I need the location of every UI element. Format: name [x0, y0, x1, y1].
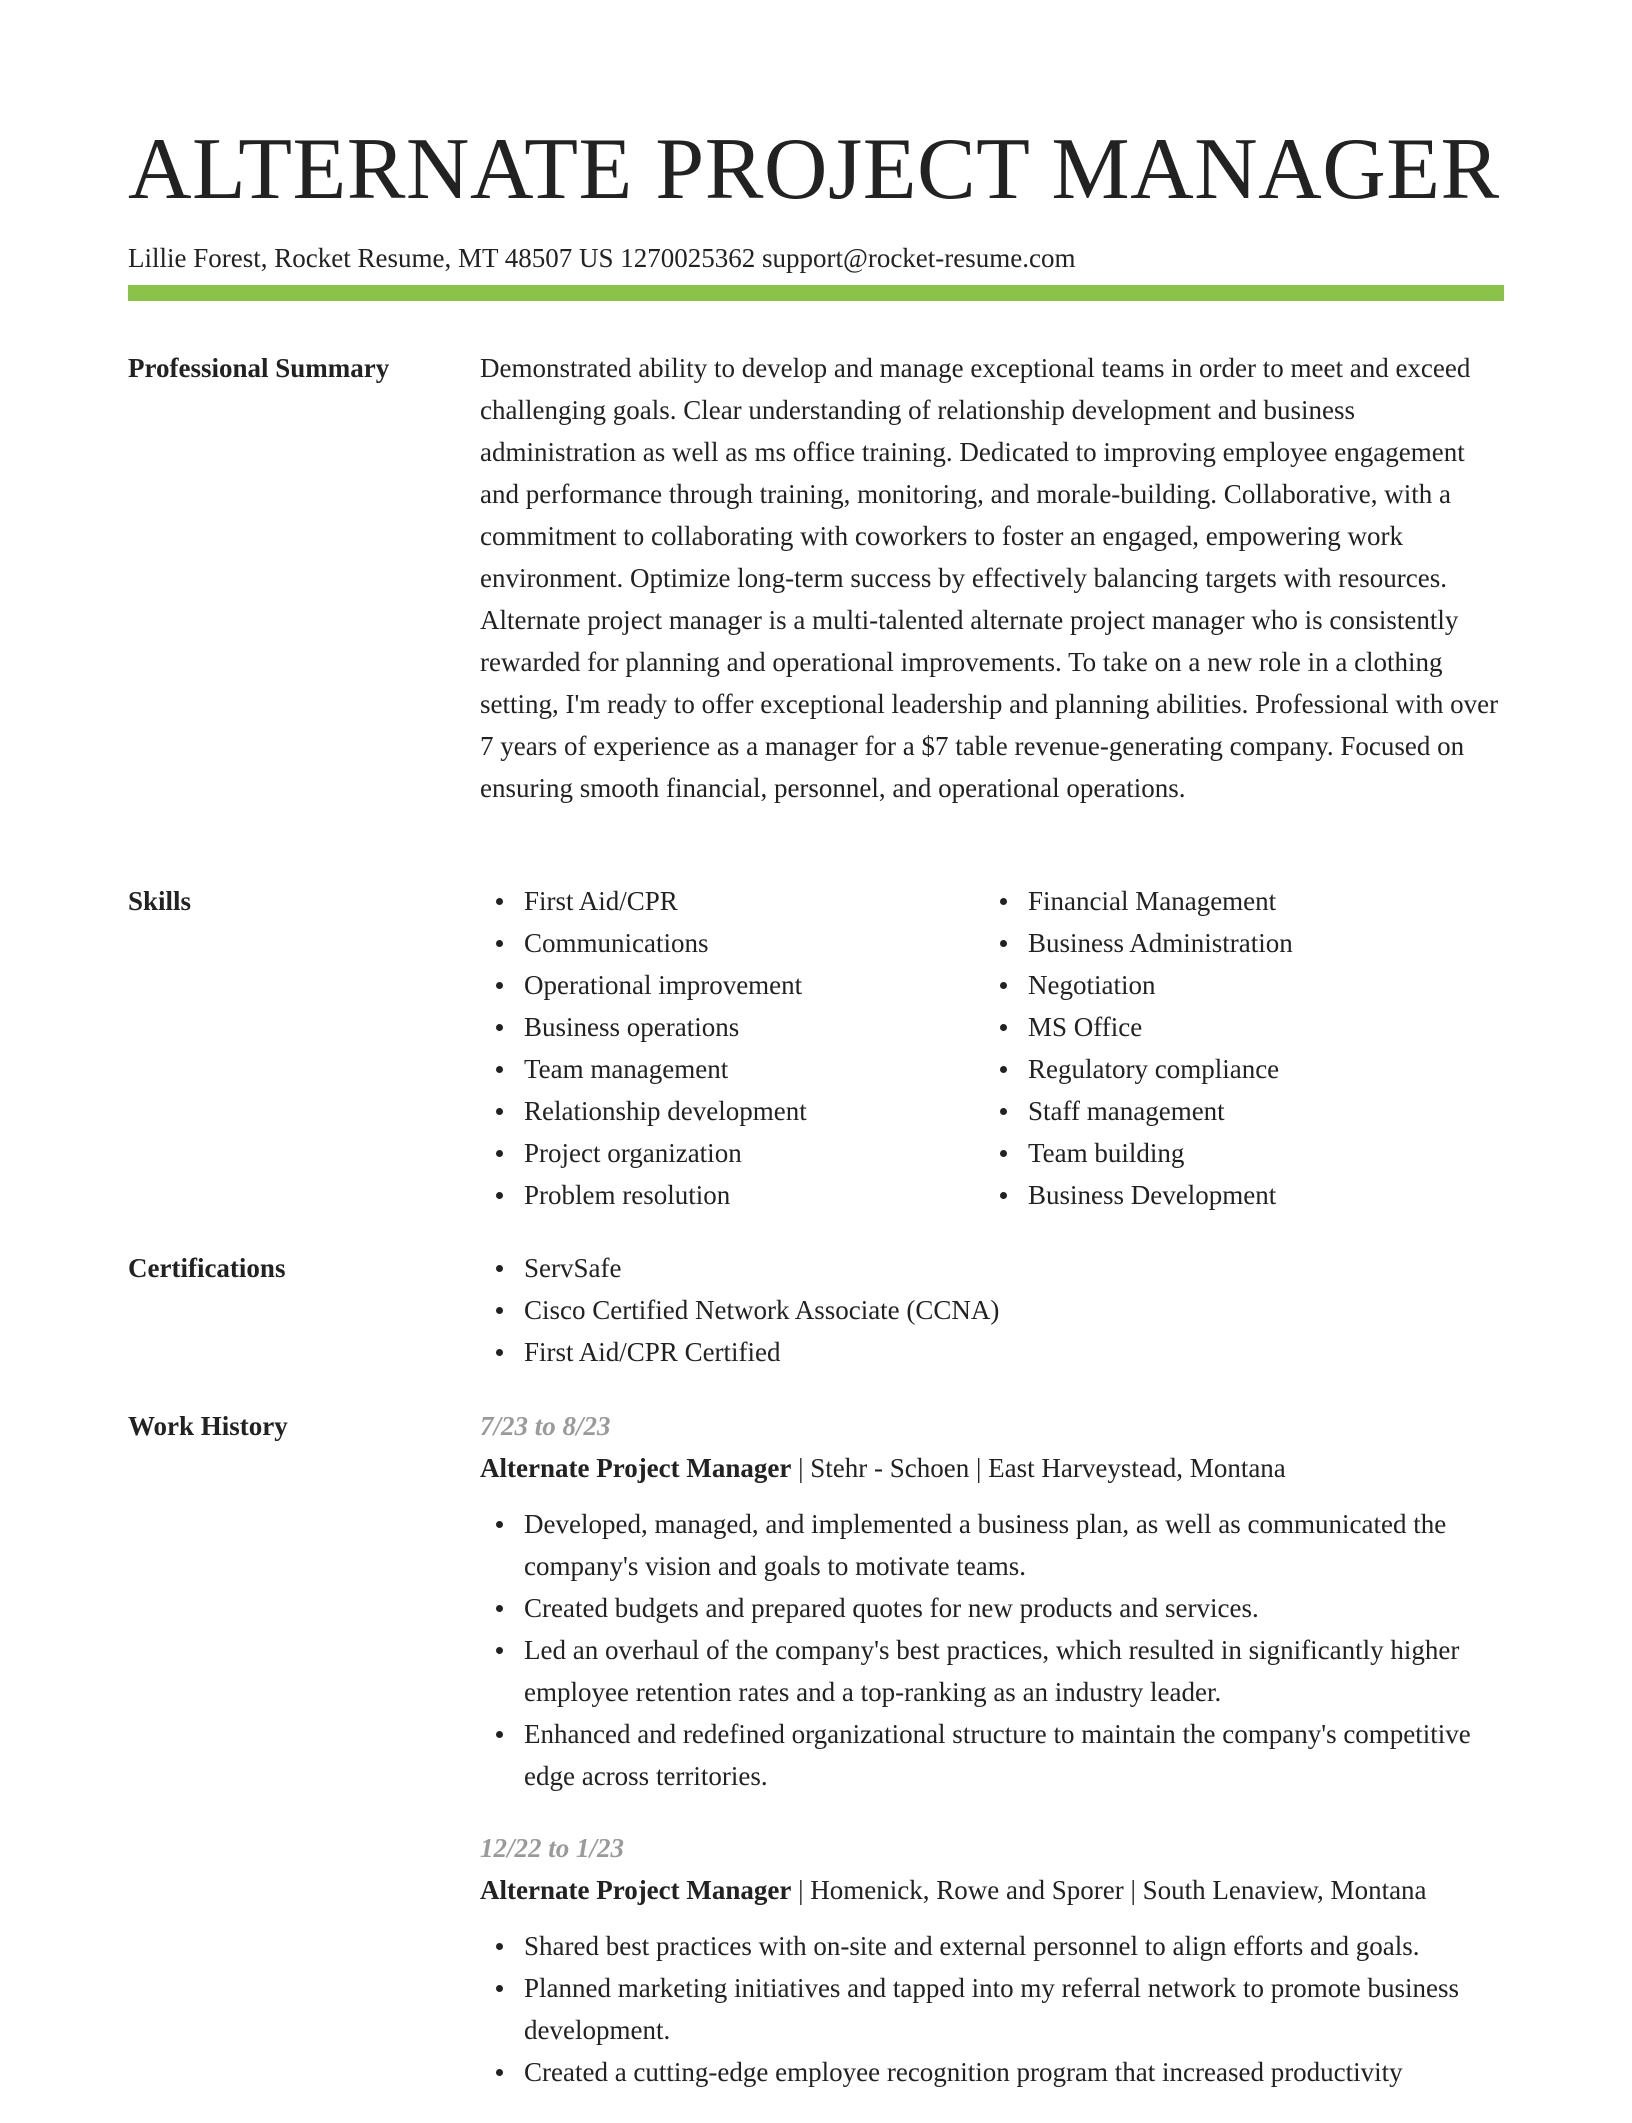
skills-heading: Skills: [128, 886, 192, 916]
skills-column-left: [480, 880, 984, 1216]
job-title: Alternate Project Manager: [480, 1453, 792, 1483]
job-entry: [480, 1827, 1504, 2093]
resume-header: [128, 118, 1504, 276]
skill-item: Negotiation: [1028, 964, 1488, 1006]
accent-divider: [128, 285, 1504, 301]
skill-item: Regulatory compliance: [1028, 1048, 1488, 1090]
skill-item: Project organization: [524, 1132, 984, 1174]
job-bullet: Enhanced and redefined organizational structure to maintain the company's competitive edge across territories.: [524, 1713, 1504, 1797]
skills-content: [480, 880, 1504, 1216]
job-dates: 12/22 to 1/23: [480, 1833, 625, 1863]
job-bullets: [480, 1925, 1504, 2093]
skill-item: MS Office: [1028, 1006, 1488, 1048]
skill-item: Business Administration: [1028, 922, 1488, 964]
job-details: | Stehr - Schoen | East Harveystead, Montana: [791, 1453, 1286, 1483]
certification-item: First Aid/CPR Certified: [524, 1331, 1504, 1373]
certification-item: Cisco Certified Network Associate (CCNA): [524, 1289, 1504, 1331]
summary-text: Demonstrated ability to develop and manage exceptional teams in order to meet and exceed challenging goals. Clear understanding of relationship development and business administration as well as ms office training. Dedicated to improving employee engagement and performance through training, monitoring, and morale-building. Collaborative, with a commitment to collaborating with coworkers to foster an engaged, empowering work environment. Optimize long-term success by effectively balancing targets with resources. Alternate project manager is a multi-talented alternate project manager who is consistently rewarded for planning and operational improvements. To take on a new role in a clothing setting, I'm ready to offer exceptional leadership and planning abilities. Professional with over 7 years of experience as a manager for a $7 table revenue-generating company. Focused on ensuring smooth financial, personnel, and operational operations.: [480, 353, 1499, 803]
skill-item: Team management: [524, 1048, 984, 1090]
skills-columns: [480, 880, 1504, 1216]
work-history-content: [480, 1405, 1504, 2123]
job-bullet: Created budgets and prepared quotes for new products and services.: [524, 1587, 1504, 1629]
job-title: Alternate Project Manager: [480, 1875, 792, 1905]
certifications-list: [480, 1247, 1504, 1373]
skill-item: Communications: [524, 922, 984, 964]
summary-content: [480, 347, 1504, 809]
job-bullet: Led an overhaul of the company's best practices, which resulted in significantly higher employee retention rates and a top-ranking as an industry leader.: [524, 1629, 1504, 1713]
contact-line: Lillie Forest, Rocket Resume, MT 48507 US 1270025362 support@rocket-resume.com: [128, 243, 1076, 273]
skill-item: Operational improvement: [524, 964, 984, 1006]
skills-list-right: [984, 880, 1488, 1216]
certifications-content: [480, 1247, 1504, 1373]
skills-list-left: [480, 880, 984, 1216]
job-bullet: Created a cutting-edge employee recognition program that increased productivity: [524, 2051, 1504, 2093]
job-bullet: Planned marketing initiatives and tapped into my referral network to promote business development.: [524, 1967, 1504, 2051]
job-entry: [480, 1405, 1504, 1797]
summary-heading: Professional Summary: [128, 353, 390, 383]
job-heading: [480, 1447, 1504, 1489]
skill-item: Business Development: [1028, 1174, 1488, 1216]
skill-item: Relationship development: [524, 1090, 984, 1132]
skill-item: Financial Management: [1028, 880, 1488, 922]
skill-item: First Aid/CPR: [524, 880, 984, 922]
certification-item: ServSafe: [524, 1247, 1504, 1289]
job-heading: [480, 1869, 1504, 1911]
job-dates: 7/23 to 8/23: [480, 1411, 611, 1441]
skill-item: Staff management: [1028, 1090, 1488, 1132]
skill-item: Business operations: [524, 1006, 984, 1048]
job-bullets: [480, 1503, 1504, 1797]
page-title: ALTERNATE PROJECT MANAGER: [128, 121, 1500, 218]
job-details: | Homenick, Rowe and Sporer | South Lenaview, Montana: [791, 1875, 1427, 1905]
skill-item: Problem resolution: [524, 1174, 984, 1216]
work-history-heading: Work History: [128, 1411, 288, 1441]
skills-column-right: [984, 880, 1488, 1216]
skill-item: Team building: [1028, 1132, 1488, 1174]
certifications-heading: Certifications: [128, 1253, 286, 1283]
job-bullet: Developed, managed, and implemented a business plan, as well as communicated the company's vision and goals to motivate teams.: [524, 1503, 1504, 1587]
job-bullet: Shared best practices with on-site and external personnel to align efforts and goals.: [524, 1925, 1504, 1967]
